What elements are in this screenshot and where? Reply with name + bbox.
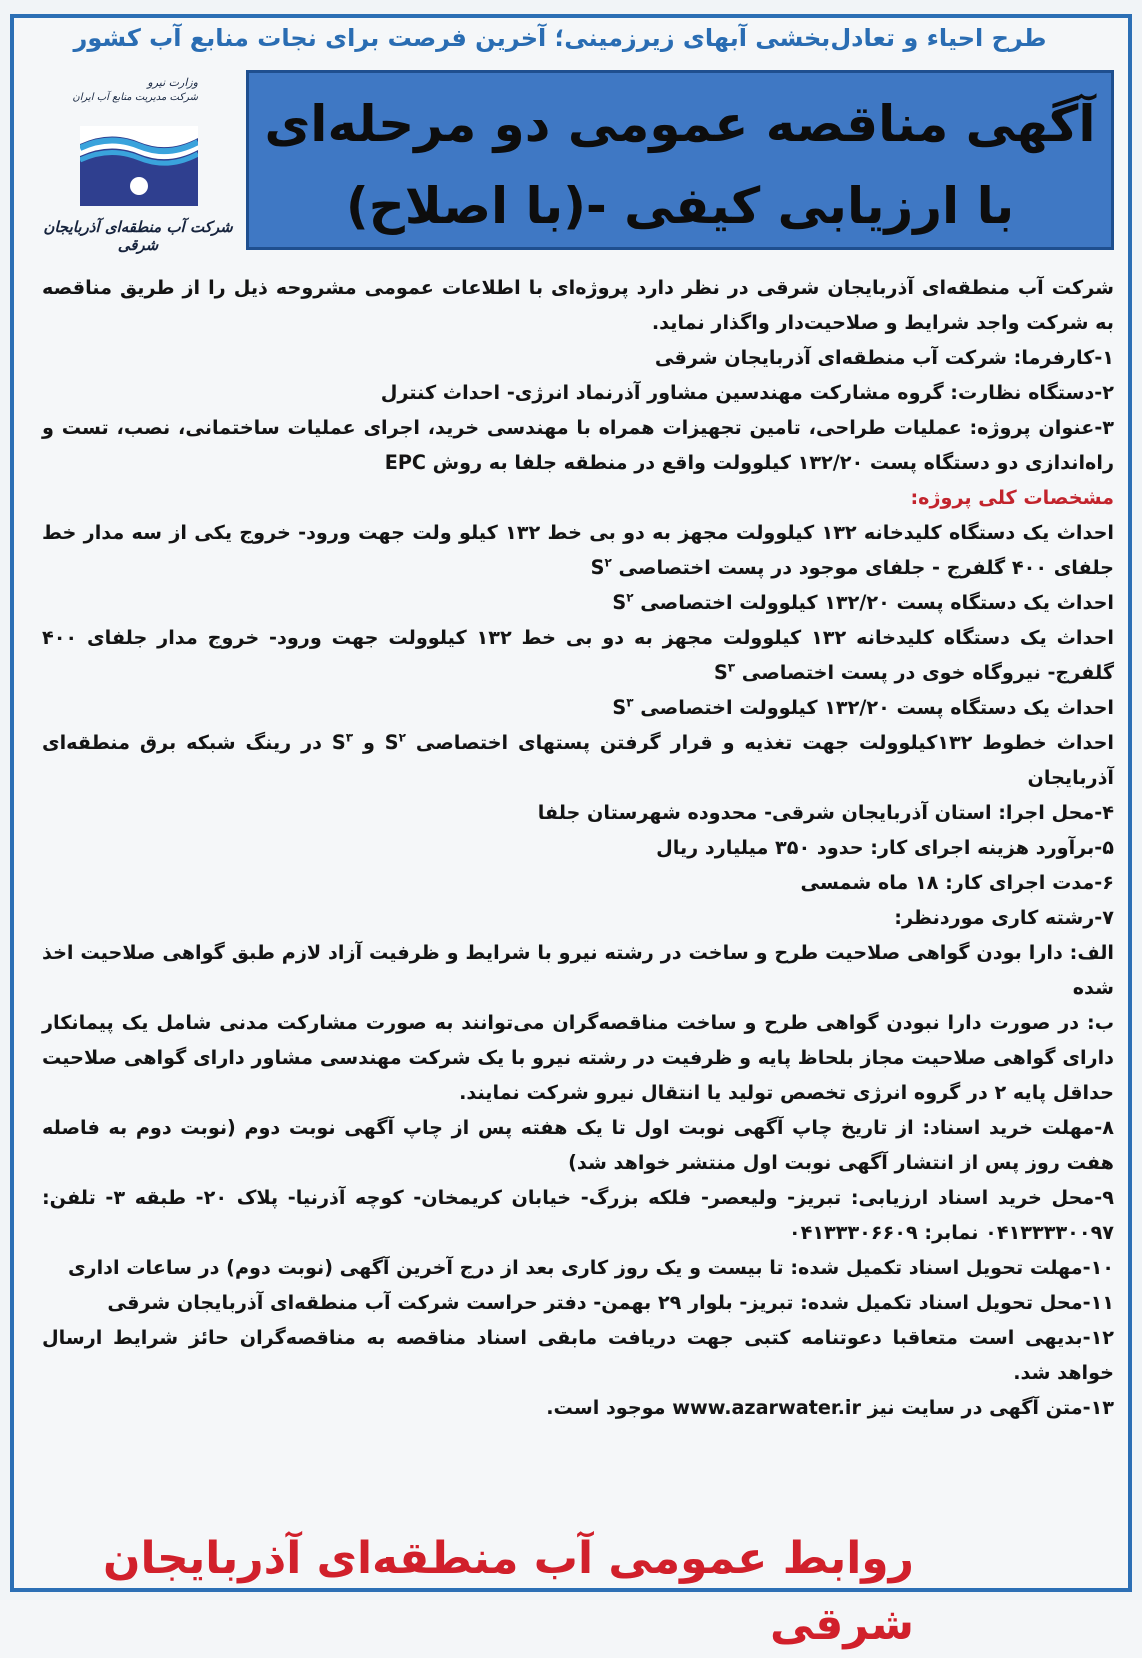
spec-switchyard-s3 <box>42 620 1114 690</box>
spec-sup: ۲ <box>398 730 406 745</box>
item-submission-place: ۱۱-محل تحویل اسناد تکمیل شده: تبریز- بلوار ۲۹ بهمن- دفتر حراست شرکت آب منطقه‌ای آذربایجان شرقی <box>107 1291 1114 1314</box>
item-purchase-place: ۹-محل خرید اسناد ارزیابی: تبریز- ولیعصر- فلکه بزرگ- خیابان کریمخان- کوچه آذرنیا- پلاک ۲۰- طبقه ۳- تلفن: ۰۴۱۳۳۳۳۰۰۹۷ نمابر: ۰۴۱۳۳۳۰۶۶۰۹ <box>42 1186 1114 1244</box>
spec-sup: ۳ <box>626 695 634 710</box>
spec-switchyard-s2 <box>42 515 1114 585</box>
water-logo-icon <box>80 126 198 206</box>
spec-text: احداث یک دستگاه کلیدخانه ۱۳۲ کیلوولت مجهز به دو بی خط ۱۳۲ کیلو ولت جهت ورود- خروج یکی از سه مدار خط جلفای ۴۰۰ گلفرج - جلفای موجود در پست اختصاصی S <box>42 521 1114 579</box>
project-specs-heading: مشخصات کلی پروژه: <box>910 486 1114 509</box>
item-cost-estimate: ۵-برآورد هزینه اجرای کار: حدود ۳۵۰ میلیارد ریال <box>656 836 1114 859</box>
ad-body <box>42 270 1114 1425</box>
spec-text: احداث یک دستگاه کلیدخانه ۱۳۲ کیلوولت مجهز به دو بی خط ۱۳۲ کیلوولت جهت ورود- خروج مدار جلفای ۴۰۰ گلفرج- نیروگاه خوی در پست اختصاصی S <box>42 626 1114 684</box>
item-field-b: ب: در صورت دارا نبودن گواهی طرح و ساخت مناقصه‌گران می‌توانند به صورت مشارکت مدنی شامل یک پیمانکار دارای گواهی صلاحیت مجاز بلحاظ پایه و ظرفیت در رشته نیرو با یک شرکت مهندسی مشاور دارای گواهی صلاحیت حداقل پایه ۲ در گروه انرژی تخصص تولید یا انتقال نیرو شرکت نمایند. <box>42 1011 1114 1104</box>
public-relations-signature: روابط عمومی آب منطقه‌ای آذربایجان شرقی <box>102 1533 914 1650</box>
spec-lines <box>42 725 1114 795</box>
logo-parent-company-text: شرکت مدیریت منابع آب ایران <box>72 92 198 103</box>
item-submission-deadline: ۱۰-مهلت تحویل اسناد تکمیل شده: تا بیست و یک روز کاری بعد از درج آخرین آگهی (نوبت دوم) در ساعات اداری <box>67 1256 1114 1279</box>
item-invitation: ۱۲-بدیهی است متعاقبا دعوتنامه کتبی جهت دریافت مابقی اسناد مناقصه به مناقصه‌گران حائز شرایط ارسال خواهد شد. <box>42 1326 1114 1384</box>
title-banner <box>246 70 1114 250</box>
item-purchase-deadline: ۸-مهلت خرید اسناد: از تاریخ چاپ آگهی نوبت اول تا یک هفته پس از چاپ آگهی نوبت دوم (نوبت دوم به فاصله هفت روز پس از انتشار آگهی نوبت اول منتشر خواهد شد) <box>42 1116 1114 1174</box>
spec-substation-s2 <box>42 585 1114 620</box>
item-duration: ۶-مدت اجرای کار: ۱۸ ماه شمسی <box>800 871 1114 894</box>
ad-frame <box>10 14 1132 1650</box>
title-line-1: آگهی مناقصه عمومی دو مرحله‌ای <box>264 95 1096 153</box>
spec-text: احداث یک دستگاه پست ۱۳۲/۲۰ کیلوولت اختصاصی S <box>612 696 1114 719</box>
spec-text: و S <box>331 731 385 754</box>
company-logo <box>32 70 238 254</box>
spec-substation-s3 <box>42 690 1114 725</box>
intro-paragraph: شرکت آب منطقه‌ای آذربایجان شرقی در نظر دارد پروژه‌ای با اطلاعات عمومی مشروحه ذیل را از طریق مناقصه به شرکت واجد شرایط و صلاحیت‌دار واگذار نماید. <box>42 276 1114 334</box>
item-employer: ۱-کارفرما: شرکت آب منطقه‌ای آذربایجان شرقی <box>654 346 1114 369</box>
spec-text: در رینگ شبکه برق منطقه‌ای آذربایجان <box>42 731 1114 789</box>
item-website: ۱۳-متن آگهی در سایت نیز www.azarwater.ir موجود است. <box>546 1396 1114 1419</box>
title-line-2: با ارزیابی کیفی -(با اصلاح) <box>345 177 1015 235</box>
item-supervisor: ۲-دستگاه نظارت: گروه مشارکت مهندسین مشاور آذرنماد انرژی- احداث کنترل <box>380 381 1114 404</box>
spec-sup: ۲ <box>626 590 634 605</box>
spec-sup: ۳ <box>345 730 354 745</box>
item-location: ۴-محل اجرا: استان آذربایجان شرقی- محدوده شهرستان جلفا <box>537 801 1114 824</box>
spec-text: احداث خطوط ۱۳۲کیلوولت جهت تغذیه و قرار گرفتن پستهای اختصاصی S <box>384 731 1114 754</box>
spec-text: احداث یک دستگاه پست ۱۳۲/۲۰ کیلوولت اختصاصی S <box>612 591 1114 614</box>
item-field: ۷-رشته کاری مورد‌نظر: <box>894 906 1114 929</box>
spec-sup: ۳ <box>727 660 736 675</box>
item-project-title: ۳-عنوان پروژه: عملیات طراحی، تامین تجهیزات همراه با مهندسی خرید، اجرای عملیات ساختمانی، نصب، تست و راه‌اندازی دو دستگاه پست ۱۳۲/۲۰ کیلوولت واقع در منطقه جلفا به روش EPC <box>42 416 1114 474</box>
slogan: طرح احیاء و تعادل‌بخشی آبهای زیرزمینی؛ آخرین فرصت برای نجات منابع آب کشور <box>73 24 1047 52</box>
logo-company-name: شرکت آب منطقه‌ای آذربایجان شرقی <box>43 218 233 254</box>
logo-ministry-text: وزارت نیرو <box>147 76 198 89</box>
item-field-a: الف: دارا بودن گواهی صلاحیت طرح و ساخت در رشته نیرو با شرایط و ظرفیت آزاد لازم طبق گواهی صلاحیت اخذ شده <box>42 941 1114 999</box>
spec-sup: ۲ <box>604 555 612 570</box>
